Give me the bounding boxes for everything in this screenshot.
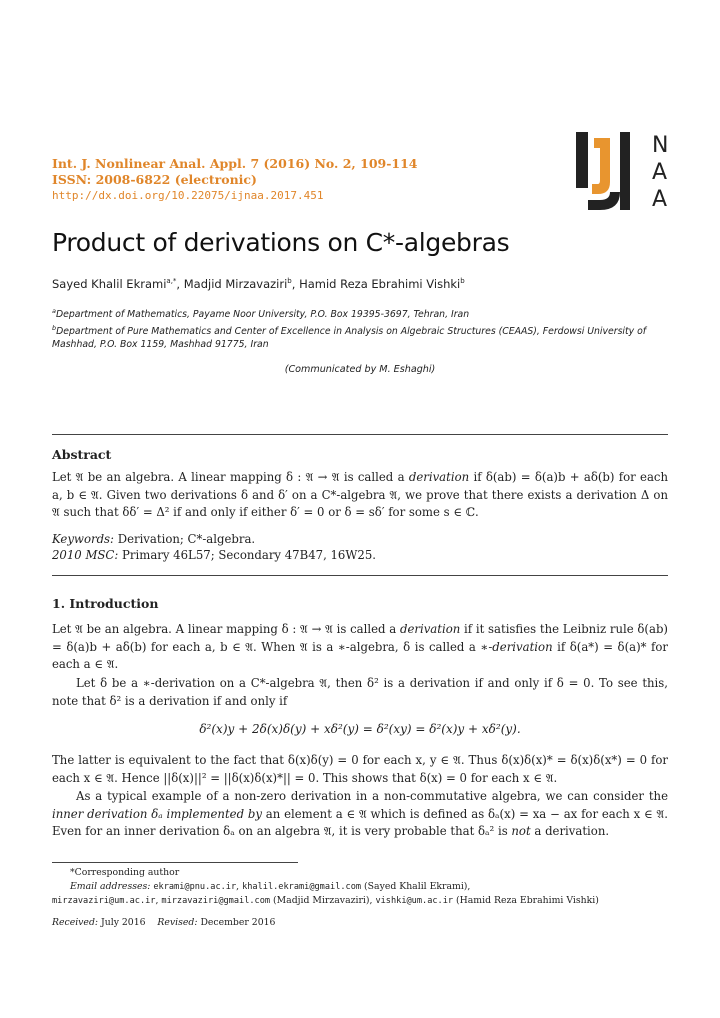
author-list: [52, 277, 465, 291]
logo-graphic: [574, 132, 674, 212]
footnotes: [52, 866, 668, 930]
intro-paragraph-3: The latter is equivalent to the fact that δ(x)δ(y) = 0 for each x, y ∈ 𝔄. Thus δ(x)δ(x)* = δ(x)δ(x*) = 0 for each x ∈ 𝔄. Hence ||δ(x)||² = ||δ(x)δ(x)*|| = 0. This shows that δ(x) = 0 for each x ∈ 𝔄.: [52, 753, 668, 785]
received-date: July 2016: [101, 917, 146, 928]
author-separator: ,: [291, 277, 300, 291]
intro-heading: 1. Introduction: [52, 596, 159, 611]
intro-emphasis: inner derivation δₐ implemented by: [52, 806, 262, 821]
affiliation-a: [52, 305, 672, 322]
keywords-value: Derivation; C*-algebra.: [113, 532, 256, 546]
email-owner: (Sayed Khalil Ekrami),: [364, 881, 471, 892]
corresponding-author-note: *Corresponding author: [70, 867, 180, 878]
email-label: Email addresses:: [70, 881, 151, 892]
email-link[interactable]: ekrami@pnu.ac.ir: [153, 882, 237, 892]
affiliation-text: Department of Pure Mathematics and Center of Excellence in Analysis on Algebraic Structures (CEAAS), Ferdowsi University of Mashhad, P.O. Box 1159, Mashhad 91775, Iran: [52, 325, 647, 351]
email-line: Email addresses: ekrami@pnu.ac.ir, khalil.ekrami@gmail.com (Sayed Khalil Ekrami),: [70, 881, 471, 892]
intro-paragraph-4: [52, 788, 668, 841]
abstract-emphasis: derivation: [408, 470, 470, 484]
intro-emphasis: derivation: [399, 622, 461, 636]
affiliations: [52, 305, 672, 352]
author-mark: b: [287, 277, 292, 286]
journal-citation: Int. J. Nonlinear Anal. Appl. 7 (2016) No. 2, 109-114: [52, 156, 418, 171]
communicated-by: (Communicated by M. Eshaghi): [284, 364, 436, 375]
email-line: mirzavaziri@um.ac.ir, mirzavaziri@gmail.com (Madjid Mirzavaziri), vishki@um.ac.ir (Hamid Reza Ebrahimi Vishki): [52, 895, 599, 906]
doi-link[interactable]: http://dx.doi.org/10.22075/ijnaa.2017.451: [52, 189, 324, 202]
intro-text: if δ(a*) = δ(a)* for each a ∈ 𝔄.: [52, 639, 668, 671]
author-name: Sayed Khalil Ekrami: [52, 277, 167, 291]
intro-text: if it satisfies the Leibniz rule δ(ab) = δ(a)b + aδ(b) for each a, b ∈ 𝔄. When 𝔄 is a ∗-algebra, δ is called a: [52, 622, 668, 654]
author-name: Hamid Reza Ebrahimi Vishki: [299, 277, 461, 291]
footnote-rule: [52, 862, 298, 863]
email-link[interactable]: khalil.ekrami@gmail.com: [242, 882, 362, 892]
keywords-label: Keywords:: [52, 532, 114, 546]
keywords-line: [52, 532, 255, 547]
email-owner: (Madjid Mirzavaziri),: [273, 895, 373, 906]
intro-paragraph-1: [52, 621, 668, 674]
revised-date: December 2016: [200, 917, 276, 928]
email-link[interactable]: mirzavaziri@um.ac.ir: [52, 896, 156, 906]
author-mark: b: [460, 277, 465, 286]
abstract-top-rule: [52, 434, 668, 435]
logo-shape-orange: [592, 138, 610, 194]
affiliation-mark: b: [52, 323, 57, 332]
email-link[interactable]: mirzavaziri@gmail.com: [161, 896, 271, 906]
received-line: [52, 916, 668, 930]
logo-letter-a1: A: [652, 160, 668, 185]
author-separator: ,: [176, 277, 184, 291]
logo-hook-j: [588, 192, 620, 210]
issn-line: ISSN: 2008-6822 (electronic): [52, 172, 257, 187]
abstract-text-part: if δ(ab) = δ(a)b + aδ(b) for each a, b ∈ 𝔄. Given two derivations δ and δ′ on a C*-algebra 𝔄, we prove that there exists a derivation Δ on 𝔄 such that δδ′ = Δ² if and only if either δ′ = 0 or δ = sδ′ for some s ∈ ℂ.: [52, 470, 668, 519]
msc-value: Primary 46L57; Secondary 47B47, 16W25.: [118, 548, 376, 562]
intro-emphasis: ∗-derivation: [480, 639, 553, 654]
equation: δ²(x)y + 2δ(x)δ(y) + xδ²(y) = δ²(xy) = δ²(x)y + xδ²(y).: [199, 722, 521, 736]
abstract-text-part: Let 𝔄 be an algebra. A linear mapping δ : 𝔄 → 𝔄 is called a: [52, 470, 409, 484]
intro-text: As a typical example of a non-zero derivation in a non-commutative algebra, we can consider the: [76, 789, 668, 803]
journal-header: [52, 156, 418, 204]
paper-title: Product of derivations on C*-algebras: [52, 228, 510, 257]
received-label: Received:: [52, 917, 99, 928]
affiliation-mark: a: [52, 307, 56, 315]
email-owner: (Hamid Reza Ebrahimi Vishki): [456, 895, 599, 906]
logo-letter-a2: A: [652, 187, 668, 212]
abstract-text: [52, 469, 668, 522]
intro-emphasis: not: [511, 824, 531, 838]
intro-text: a derivation.: [530, 824, 610, 838]
abstract-bottom-rule: [52, 575, 668, 576]
intro-paragraph-2: Let δ be a ∗-derivation on a C*-algebra 𝔄, then δ² is a derivation if and only if δ = 0. To see this, note that δ² is a derivation if and only if: [52, 676, 668, 708]
author-name: Madjid Mirzavaziri: [183, 277, 288, 291]
intro-text: an element a ∈ 𝔄 which is defined as δₐ(x) = xa − ax for each x ∈ 𝔄. Even for an inner derivation δₐ on an algebra 𝔄, it is very probable that δₐ² is: [52, 806, 668, 838]
logo-letter-n: N: [652, 133, 669, 158]
email-link[interactable]: vishki@um.ac.ir: [375, 896, 454, 906]
affiliation-b: [52, 322, 672, 352]
msc-line: [52, 548, 376, 563]
logo-bar-i: [576, 132, 588, 188]
intro-text: Let 𝔄 be an algebra. A linear mapping δ : 𝔄 → 𝔄 is called a: [52, 622, 400, 636]
ijnaa-logo: [574, 132, 674, 212]
logo-bar-j: [620, 132, 630, 210]
abstract-heading: Abstract: [52, 447, 112, 462]
msc-label: 2010 MSC:: [52, 548, 119, 562]
affiliation-text: Department of Mathematics, Payame Noor University, P.O. Box 19395-3697, Tehran, Iran: [55, 309, 470, 321]
revised-label: Revised:: [157, 917, 198, 928]
author-mark: a,*: [166, 277, 177, 286]
